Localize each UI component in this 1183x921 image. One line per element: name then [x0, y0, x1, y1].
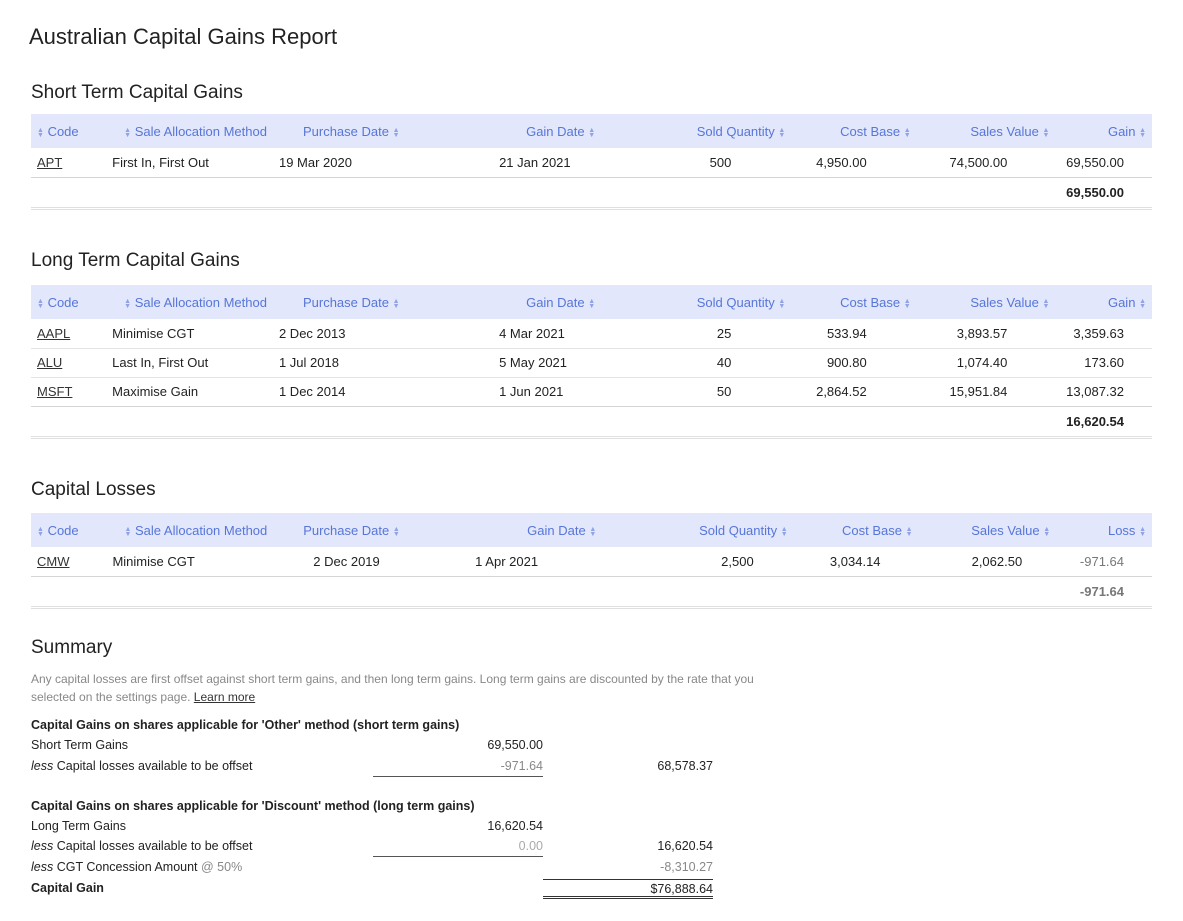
capital-gain-row — [31, 879, 731, 899]
column-header-sales-value[interactable] — [919, 513, 1057, 547]
total-spacer — [273, 406, 462, 437]
cell-sales-value: 2,062.50 — [919, 547, 1057, 576]
cell-cost-base: 2,864.52 — [791, 377, 916, 406]
sort-arrows: ▲ ▼ — [392, 525, 400, 538]
table-row — [31, 148, 1152, 177]
column-header-label: Gain Date — [526, 294, 585, 310]
short-term-gains-label: Short Term Gains — [31, 738, 129, 752]
total-spacer — [106, 177, 273, 208]
long-losses-offset-label — [31, 839, 252, 853]
sort-icon[interactable] — [37, 128, 44, 139]
sort-arrows: ▲ ▼ — [1042, 126, 1050, 139]
sort-icon[interactable] — [781, 527, 788, 538]
cell-purchase-date: 1 Jul 2018 — [273, 348, 462, 377]
short-losses-value: -971.64 — [373, 757, 543, 777]
cell-method: Minimise CGT — [106, 319, 273, 348]
total-spacer — [791, 406, 916, 437]
column-header-code[interactable] — [31, 285, 106, 319]
short-net-value: 68,578.37 — [657, 759, 713, 773]
less-word: less — [31, 839, 54, 853]
sort-icon[interactable] — [588, 128, 595, 139]
column-header-sold-qty[interactable] — [656, 513, 793, 547]
short-term-gains-row — [31, 736, 731, 756]
column-header-label: Cost Base — [840, 123, 901, 139]
sort-arrows: ▲ ▼ — [588, 126, 596, 139]
table-header — [31, 114, 1152, 148]
column-header-method[interactable] — [106, 513, 273, 547]
long-losses-value: 0.00 — [373, 837, 543, 857]
losses-offset-text: Capital losses available to be offset — [56, 759, 253, 773]
table-row — [31, 348, 1152, 377]
sort-arrows: ▲ ▼ — [1042, 297, 1050, 310]
short-losses-offset-label — [31, 759, 252, 773]
discount-method-heading — [31, 797, 731, 817]
column-header-method[interactable] — [106, 114, 273, 148]
short-losses-offset-row — [31, 757, 731, 777]
column-header-label: Gain — [1107, 294, 1136, 310]
column-header-label: Loss — [1107, 522, 1136, 538]
sort-arrows: ▲ ▼ — [1139, 525, 1146, 538]
sort-arrows: ▲ ▼ — [124, 297, 132, 310]
page-title: Australian Capital Gains Report — [29, 24, 338, 49]
column-header-label: Sale Allocation Method — [134, 123, 267, 139]
column-header-label: Gain — [1107, 123, 1136, 139]
table-header — [31, 285, 1152, 319]
column-header-cost-base[interactable] — [791, 114, 916, 148]
sort-icon[interactable] — [1043, 527, 1050, 538]
long-term-table — [31, 285, 1152, 439]
total-spacer — [463, 576, 656, 607]
column-header-label: Sold Quantity — [696, 294, 775, 310]
sort-icon[interactable] — [589, 527, 596, 538]
sort-icon[interactable] — [124, 527, 131, 538]
table-body — [31, 148, 1152, 208]
column-header-code[interactable] — [31, 513, 106, 547]
column-header-sold-qty[interactable] — [654, 285, 791, 319]
less-word: less — [31, 860, 54, 874]
column-header-gain-date[interactable] — [462, 114, 654, 148]
long-term-gains-label: Long Term Gains — [31, 819, 126, 833]
sort-icon[interactable] — [1042, 128, 1049, 139]
table-body — [31, 319, 1152, 437]
capital-gain-value: $76,888.64 — [543, 879, 713, 899]
column-header-gain[interactable] — [1055, 285, 1152, 319]
total-spacer — [917, 177, 1056, 208]
total-spacer — [654, 177, 791, 208]
column-header-sold-qty[interactable] — [654, 114, 791, 148]
cell-method: Maximise Gain — [106, 377, 273, 406]
cell-sales-value: 15,951.84 — [917, 377, 1056, 406]
code-link[interactable]: AAPL — [37, 325, 71, 341]
total-spacer — [791, 177, 916, 208]
column-header-label: Purchase Date — [303, 522, 390, 538]
total-spacer — [31, 406, 106, 437]
column-header-loss[interactable] — [1056, 513, 1152, 547]
column-header-gain[interactable] — [1055, 114, 1152, 148]
capital-losses-title: Capital Losses — [31, 479, 156, 500]
capital-losses-table — [31, 513, 1152, 609]
other-method-heading-text: Capital Gains on shares applicable for 'Other' method (short term gains) — [31, 718, 460, 732]
sort-arrows: ▲ ▼ — [778, 126, 786, 139]
sort-icon[interactable] — [1042, 299, 1049, 310]
table-row — [31, 377, 1152, 406]
table-row — [31, 547, 1152, 576]
sort-icon[interactable] — [393, 299, 400, 310]
sort-icon[interactable] — [124, 299, 131, 310]
sort-arrows: ▲ ▼ — [780, 525, 788, 538]
column-header-gain-date[interactable] — [463, 513, 656, 547]
cell-gain-date: 21 Jan 2021 — [462, 148, 654, 177]
column-header-gain-date[interactable] — [462, 285, 654, 319]
sort-icon[interactable] — [124, 128, 131, 139]
sort-icon[interactable] — [588, 299, 595, 310]
cell-gain-date: 4 Mar 2021 — [462, 319, 654, 348]
sort-arrows: ▲ ▼ — [903, 126, 911, 139]
cell-code — [31, 547, 106, 576]
cell-gain: 173.60 — [1055, 348, 1152, 377]
total-spacer — [106, 406, 273, 437]
sort-icon[interactable] — [37, 527, 44, 538]
column-header-label: Code — [47, 123, 79, 139]
column-header-label: Sold Quantity — [699, 522, 778, 538]
column-header-code[interactable] — [31, 114, 106, 148]
column-header-label: Sold Quantity — [696, 123, 775, 139]
sort-arrows: ▲ ▼ — [1139, 297, 1146, 310]
total-spacer — [919, 576, 1057, 607]
sort-icon[interactable] — [1139, 128, 1146, 139]
sort-arrows: ▲ ▼ — [905, 525, 913, 538]
summary-title: Summary — [31, 637, 113, 658]
column-header-purchase-date[interactable] — [273, 285, 462, 319]
cell-cost-base: 4,950.00 — [791, 148, 916, 177]
code-link[interactable]: ALU — [37, 355, 63, 370]
code-link[interactable]: APT — [37, 154, 63, 170]
short-term-gains-value: 69,550.00 — [487, 738, 543, 752]
total-spacer — [106, 576, 273, 607]
total-spacer — [654, 406, 791, 437]
column-header-label: Gain Date — [527, 522, 586, 538]
summary-note — [31, 670, 771, 706]
cell-sales-value: 3,893.57 — [917, 319, 1056, 348]
losses-offset-text: Capital losses available to be offset — [56, 839, 253, 853]
cell-gain-date: 1 Jun 2021 — [462, 377, 654, 406]
sort-arrows: ▲ ▼ — [903, 297, 911, 310]
column-header-cost-base[interactable] — [794, 513, 919, 547]
total-spacer — [31, 576, 106, 607]
cell-loss: -971.64 — [1056, 547, 1152, 576]
cell-sales-value: 1,074.40 — [917, 348, 1056, 377]
column-header-label: Code — [47, 294, 79, 310]
discount-method-heading-text: Capital Gains on shares applicable for 'Discount' method (long term gains) — [31, 799, 475, 813]
total-spacer — [31, 177, 106, 208]
cell-sales-value: 74,500.00 — [917, 148, 1056, 177]
total-value: 16,620.54 — [1055, 406, 1152, 437]
long-term-gains-value: 16,620.54 — [487, 819, 543, 833]
column-header-sales-value[interactable] — [917, 114, 1056, 148]
short-term-title: Short Term Capital Gains — [31, 82, 243, 103]
long-losses-offset-row — [31, 837, 731, 857]
cell-method: First In, First Out — [106, 148, 273, 177]
sort-arrows: ▲ ▼ — [124, 126, 132, 139]
sort-arrows: ▲ ▼ — [589, 525, 597, 538]
long-term-gains-row — [31, 817, 731, 837]
cell-gain: 3,359.63 — [1055, 319, 1152, 348]
cell-code — [31, 348, 106, 377]
total-row — [31, 177, 1152, 208]
column-header-label: Cost Base — [841, 522, 902, 538]
table-row — [31, 319, 1152, 348]
sort-icon[interactable] — [906, 527, 913, 538]
header-row — [31, 114, 1152, 148]
total-spacer — [462, 406, 654, 437]
sort-arrows: ▲ ▼ — [37, 297, 44, 310]
cell-sold-qty: 25 — [654, 319, 791, 348]
concession-value: -8,310.27 — [660, 860, 713, 874]
column-header-label: Purchase Date — [302, 123, 389, 139]
sort-arrows: ▲ ▼ — [37, 525, 44, 538]
sort-arrows: ▲ ▼ — [392, 297, 400, 310]
total-row — [31, 406, 1152, 437]
cell-sold-qty: 50 — [654, 377, 791, 406]
short-term-table — [31, 114, 1152, 210]
sort-arrows: ▲ ▼ — [392, 126, 400, 139]
header-row — [31, 285, 1152, 319]
summary-note-text: Any capital losses are first offset against short term gains, and then long term gains. Long term gains are discounted by the rate that you selected on the settings page. — [31, 672, 754, 704]
column-header-label: Sale Allocation Method — [135, 522, 268, 538]
code-link[interactable]: MSFT — [37, 384, 73, 399]
total-value: 69,550.00 — [1055, 177, 1152, 208]
sort-icon[interactable] — [393, 128, 400, 139]
sort-arrows: ▲ ▼ — [588, 297, 596, 310]
column-header-label: Sale Allocation Method — [134, 294, 267, 310]
capital-gain-label: Capital Gain — [31, 881, 104, 895]
column-header-label: Code — [47, 522, 79, 538]
column-header-sales-value[interactable] — [917, 285, 1056, 319]
column-header-purchase-date[interactable] — [273, 114, 462, 148]
cell-gain-date: 1 Apr 2021 — [463, 547, 656, 576]
cell-sold-qty: 500 — [654, 148, 791, 177]
total-spacer — [794, 576, 919, 607]
cell-code — [31, 377, 106, 406]
header-row — [31, 513, 1152, 547]
cell-gain: 69,550.00 — [1055, 148, 1152, 177]
cell-code — [31, 319, 106, 348]
total-row — [31, 576, 1152, 607]
long-term-title: Long Term Capital Gains — [31, 250, 240, 271]
total-spacer — [462, 177, 654, 208]
cell-purchase-date: 1 Dec 2014 — [273, 377, 462, 406]
total-spacer — [273, 177, 462, 208]
other-method-heading — [31, 716, 731, 736]
less-word: less — [31, 759, 54, 773]
cell-gain: 13,087.32 — [1055, 377, 1152, 406]
table-header — [31, 513, 1152, 547]
sort-icon[interactable] — [778, 299, 785, 310]
long-net-value: 16,620.54 — [657, 839, 713, 853]
sort-icon[interactable] — [393, 527, 400, 538]
table-body — [31, 547, 1152, 607]
concession-row — [31, 858, 731, 878]
total-spacer — [273, 576, 463, 607]
learn-more-link[interactable]: Learn more — [193, 690, 256, 704]
concession-rate: @ 50% — [201, 860, 243, 874]
cell-method: Last In, First Out — [106, 348, 273, 377]
sort-icon[interactable] — [904, 299, 911, 310]
sort-icon[interactable] — [904, 128, 911, 139]
column-header-label: Sales Value — [971, 522, 1040, 538]
sort-icon[interactable] — [37, 299, 44, 310]
cell-code — [31, 148, 106, 177]
sort-arrows: ▲ ▼ — [1139, 126, 1146, 139]
cell-gain-date: 5 May 2021 — [462, 348, 654, 377]
cell-purchase-date: 2 Dec 2019 — [273, 547, 463, 576]
concession-text: CGT Concession Amount — [56, 860, 198, 874]
column-header-label: Cost Base — [840, 294, 901, 310]
total-spacer — [656, 576, 793, 607]
cell-sold-qty: 40 — [654, 348, 791, 377]
column-header-label: Purchase Date — [302, 294, 389, 310]
cell-sold-qty: 2,500 — [656, 547, 793, 576]
total-spacer — [917, 406, 1056, 437]
sort-arrows: ▲ ▼ — [37, 126, 44, 139]
column-header-label: Sales Value — [970, 123, 1039, 139]
cell-cost-base: 900.80 — [791, 348, 916, 377]
sort-icon[interactable] — [778, 128, 785, 139]
sort-icon[interactable] — [1139, 299, 1146, 310]
sort-arrows: ▲ ▼ — [1043, 525, 1051, 538]
column-header-label: Gain Date — [526, 123, 585, 139]
column-header-label: Sales Value — [970, 294, 1039, 310]
cell-purchase-date: 19 Mar 2020 — [273, 148, 462, 177]
sort-icon[interactable] — [1139, 527, 1146, 538]
total-value: -971.64 — [1056, 576, 1152, 607]
concession-label — [31, 860, 242, 874]
column-header-purchase-date[interactable] — [273, 513, 463, 547]
code-link[interactable]: CMW — [37, 553, 70, 569]
sort-arrows: ▲ ▼ — [124, 525, 132, 538]
cell-cost-base: 3,034.14 — [794, 547, 919, 576]
cell-method: Minimise CGT — [106, 547, 273, 576]
cell-purchase-date: 2 Dec 2013 — [273, 319, 462, 348]
column-header-cost-base[interactable] — [791, 285, 916, 319]
column-header-method[interactable] — [106, 285, 273, 319]
sort-arrows: ▲ ▼ — [778, 297, 786, 310]
cell-cost-base: 533.94 — [791, 319, 916, 348]
